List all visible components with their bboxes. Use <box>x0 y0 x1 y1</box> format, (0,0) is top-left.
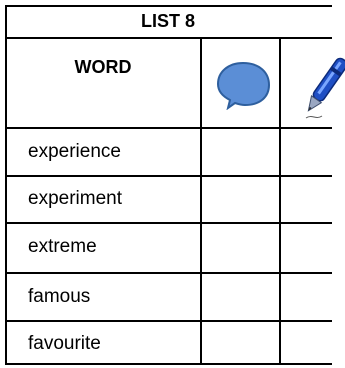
table-border-bottom <box>5 363 332 365</box>
column-divider-word <box>200 37 202 365</box>
pen-icon <box>300 52 345 122</box>
row-divider <box>5 272 332 274</box>
header-row-divider <box>5 127 332 129</box>
row-divider <box>5 320 332 322</box>
title-row-divider <box>5 37 332 39</box>
row-divider <box>5 222 332 224</box>
word-column-header: WORD <box>74 57 132 77</box>
list-item-word: experiment <box>28 188 122 209</box>
row-divider <box>5 175 332 177</box>
list-title: LIST 8 <box>140 11 195 31</box>
column-divider-speech <box>279 37 281 365</box>
list-item-word: experience <box>28 141 121 162</box>
list-item-word: favourite <box>28 333 101 354</box>
list-item-word: famous <box>28 286 91 307</box>
speech-bubble-icon <box>215 60 271 110</box>
list-item-word: extreme <box>28 236 97 257</box>
